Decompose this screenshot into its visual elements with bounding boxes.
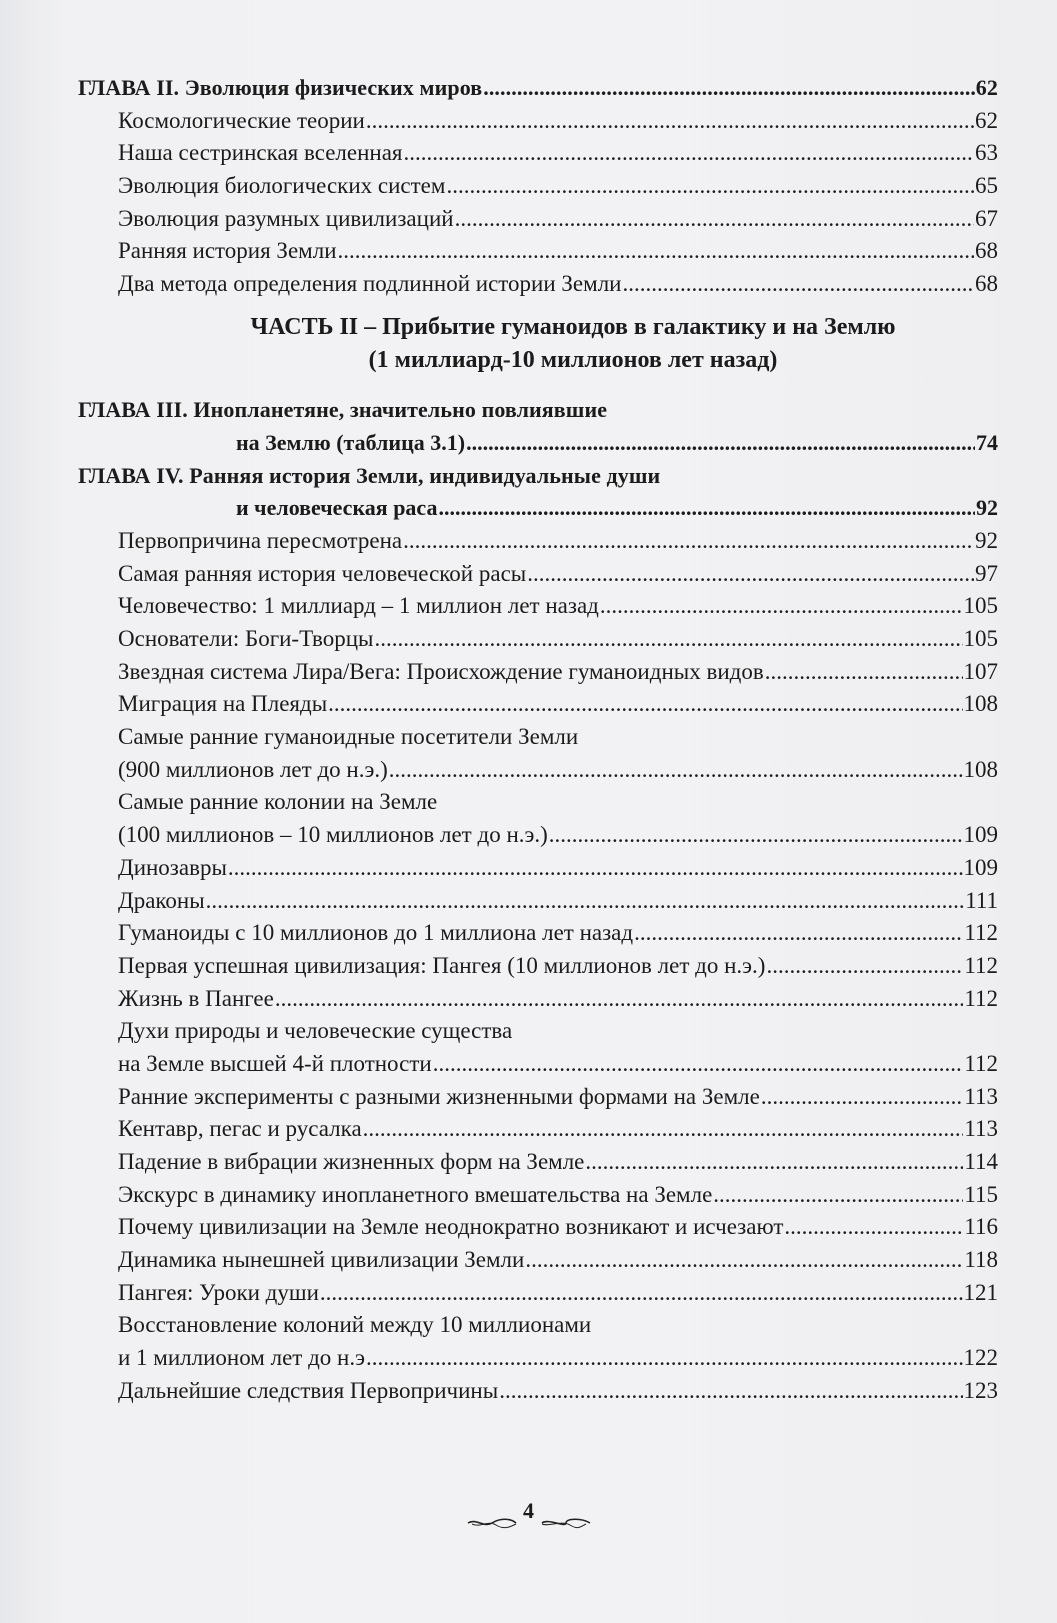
entry-title-continued: на Земле высшей 4-й плотности xyxy=(118,1050,432,1076)
chapter-title-continued: на Землю (таблица 3.1) xyxy=(236,429,466,455)
page-number: 108 xyxy=(963,756,998,782)
toc-chapter-4-continued xyxy=(78,492,998,525)
toc-chapter-3 xyxy=(78,394,998,427)
toc-entry xyxy=(78,688,998,721)
leader-dots xyxy=(328,688,962,721)
toc-entry xyxy=(78,1375,998,1408)
entry-title: Экскурс в динамику инопланетного вмешательства на Земле xyxy=(118,1181,713,1207)
page-number: 114 xyxy=(964,1149,998,1175)
page-number: 113 xyxy=(964,1116,998,1142)
toc-entry xyxy=(78,1179,998,1212)
page-number: 109 xyxy=(963,854,998,880)
page-number: 97 xyxy=(975,560,998,586)
page-footer xyxy=(0,1496,1057,1526)
page-number: 68 xyxy=(975,238,998,264)
toc-entry xyxy=(78,268,998,301)
chapter-title-continued: и человеческая раса xyxy=(236,495,438,521)
toc-entry xyxy=(78,1015,998,1048)
part-title: ЧАСТЬ II – Прибытие гуманоидов в галактику и на Землю xyxy=(250,313,896,340)
toc-entry xyxy=(78,852,998,885)
toc-entry xyxy=(78,137,998,170)
page-number: 122 xyxy=(963,1345,998,1371)
entry-title: Два метода определения подлинной истории Земли xyxy=(118,271,622,297)
entry-title: Звездная система Лира/Вега: Происхождение гуманоидных видов xyxy=(118,658,764,684)
toc-chapter-3-continued xyxy=(78,427,998,460)
leader-dots xyxy=(466,427,975,460)
toc-entry xyxy=(78,1277,998,1310)
leader-dots xyxy=(766,950,963,983)
leader-dots xyxy=(600,590,963,623)
entry-title: Жизнь в Пангее xyxy=(118,985,274,1011)
toc-entry xyxy=(78,1211,998,1244)
toc-entry xyxy=(78,983,998,1016)
leader-dots xyxy=(784,1211,963,1244)
page-number: 105 xyxy=(963,593,998,619)
page-number: 105 xyxy=(963,626,998,652)
leader-dots xyxy=(761,1081,964,1114)
page-number: 65 xyxy=(975,173,998,199)
entry-title-continued: (100 миллионов – 10 миллионов лет до н.э.) xyxy=(118,822,548,848)
entry-title: Ранняя история Земли xyxy=(118,238,337,264)
leader-dots xyxy=(338,235,975,268)
toc-entry-continued xyxy=(78,1342,998,1375)
toc-entry xyxy=(78,1081,998,1114)
page-number: 62 xyxy=(975,75,998,100)
page-number: 107 xyxy=(963,658,998,684)
toc-entry xyxy=(78,721,998,754)
entry-title: Эволюция биологических систем xyxy=(118,173,446,199)
toc-entry xyxy=(78,203,998,236)
leader-dots xyxy=(713,1179,963,1212)
toc-chapter-4 xyxy=(78,460,998,493)
part-2-heading xyxy=(78,301,998,394)
leader-dots xyxy=(366,105,974,138)
entry-title: Человечество: 1 миллиард – 1 миллион лет назад xyxy=(118,593,599,619)
toc-entry xyxy=(78,885,998,918)
entry-title-continued: (900 миллионов лет до н.э.) xyxy=(118,756,388,782)
entry-title: Кентавр, пегас и русалка xyxy=(118,1116,362,1142)
entry-title: Гуманоиды с 10 миллионов до 1 миллиона лет назад xyxy=(118,920,634,946)
flourish-left-icon xyxy=(466,1507,518,1519)
entry-title: Наша сестринская вселенная xyxy=(118,140,403,166)
entry-title: Самые ранние колонии на Земле xyxy=(118,789,438,815)
page-number: 68 xyxy=(975,271,998,297)
leader-dots xyxy=(403,525,974,558)
page-number: 112 xyxy=(964,920,998,946)
toc-entry xyxy=(78,917,998,950)
page-number: 112 xyxy=(964,1050,998,1076)
toc-entry xyxy=(78,525,998,558)
leader-dots xyxy=(527,558,974,591)
leader-dots xyxy=(765,656,963,689)
toc-entry xyxy=(78,1244,998,1277)
page-number-footer: 4 xyxy=(523,1498,534,1523)
entry-title: Почему цивилизации на Земле неоднократно возникают и исчезают xyxy=(118,1214,784,1240)
leader-dots xyxy=(549,819,963,852)
page-number: 62 xyxy=(975,107,998,133)
entry-title: Эволюция разумных цивилизаций xyxy=(118,205,454,231)
entry-title: Динамика нынешней цивилизации Земли xyxy=(118,1247,525,1273)
leader-dots xyxy=(585,1146,963,1179)
flourish-right-icon xyxy=(540,1507,592,1519)
leader-dots xyxy=(433,1048,964,1081)
toc-entry xyxy=(78,786,998,819)
toc-entry xyxy=(78,235,998,268)
entry-title: Падение в вибрации жизненных форм на Земле xyxy=(118,1149,585,1175)
toc-entry xyxy=(78,656,998,689)
toc-entry xyxy=(78,1113,998,1146)
page-number: 121 xyxy=(963,1279,998,1305)
entry-title: Космологические теории xyxy=(118,107,365,133)
page-number: 112 xyxy=(964,985,998,1011)
entry-title: Первопричина пересмотрена xyxy=(118,527,403,553)
leader-dots xyxy=(622,268,974,301)
page-number: 115 xyxy=(964,1181,998,1207)
entry-title-continued: и 1 миллионом лет до н.э xyxy=(118,1345,365,1371)
leader-dots xyxy=(455,203,974,236)
page-number: 92 xyxy=(976,495,998,521)
page-number: 109 xyxy=(963,822,998,848)
toc-entry xyxy=(78,170,998,203)
leader-dots xyxy=(446,170,974,203)
page-number: 74 xyxy=(976,429,998,455)
chapter-title: ГЛАВА III. Инопланетяне, значительно повлиявшие xyxy=(78,397,608,423)
leader-dots xyxy=(634,917,963,950)
entry-title: Основатели: Боги-Творцы xyxy=(118,626,374,652)
leader-dots xyxy=(483,72,975,105)
leader-dots xyxy=(438,492,975,525)
entry-title: Духи природы и человеческие существа xyxy=(118,1018,513,1044)
page-number: 63 xyxy=(975,140,998,166)
toc-entry xyxy=(78,950,998,983)
entry-title: Дальнейшие следствия Первопричины xyxy=(118,1377,499,1403)
toc-entry xyxy=(78,558,998,591)
page-number: 112 xyxy=(964,952,998,978)
leader-dots xyxy=(374,623,962,656)
toc-entry xyxy=(78,623,998,656)
chapter-title: ГЛАВА IV. Ранняя история Земли, индивидуальные души xyxy=(78,462,661,488)
leader-dots xyxy=(320,1277,963,1310)
leader-dots xyxy=(363,1113,964,1146)
entry-title: Пангея: Уроки души xyxy=(118,1279,319,1305)
toc-entry-continued xyxy=(78,819,998,852)
leader-dots xyxy=(366,1342,963,1375)
leader-dots xyxy=(389,754,963,787)
page-number: 123 xyxy=(963,1377,998,1403)
entry-title: Ранние эксперименты с разными жизненными формами на Земле xyxy=(118,1083,760,1109)
entry-title: Самые ранние гуманоидные посетители Земли xyxy=(118,724,579,750)
page-number: 113 xyxy=(964,1083,998,1109)
page-number: 67 xyxy=(975,205,998,231)
entry-title: Миграция на Плеяды xyxy=(118,691,328,717)
leader-dots xyxy=(499,1375,962,1408)
page-number: 108 xyxy=(963,691,998,717)
table-of-contents xyxy=(78,72,998,1408)
entry-title: Динозавры xyxy=(118,854,227,880)
toc-entry xyxy=(78,1146,998,1179)
leader-dots xyxy=(206,885,965,918)
toc-entry xyxy=(78,1309,998,1342)
leader-dots xyxy=(275,983,964,1016)
page-number: 116 xyxy=(964,1214,998,1240)
leader-dots xyxy=(228,852,963,885)
toc-chapter-2 xyxy=(78,72,998,105)
entry-title: Драконы xyxy=(118,887,205,913)
toc-entry xyxy=(78,590,998,623)
leader-dots xyxy=(525,1244,963,1277)
leader-dots xyxy=(404,137,974,170)
toc-entry-continued xyxy=(78,754,998,787)
toc-entry xyxy=(78,105,998,138)
toc-entry-continued xyxy=(78,1048,998,1081)
entry-title: Самая ранняя история человеческой расы xyxy=(118,560,527,586)
part-subtitle: (1 миллиард-10 миллионов лет назад) xyxy=(368,346,778,373)
chapter-title: ГЛАВА II. Эволюция физических миров xyxy=(78,75,483,100)
page-number: 118 xyxy=(964,1247,998,1273)
page-number: 111 xyxy=(965,887,998,913)
page-number: 92 xyxy=(975,527,998,553)
entry-title: Восстановление колоний между 10 миллионами xyxy=(118,1312,592,1338)
entry-title: Первая успешная цивилизация: Пангея (10 миллионов лет до н.э.) xyxy=(118,952,766,978)
